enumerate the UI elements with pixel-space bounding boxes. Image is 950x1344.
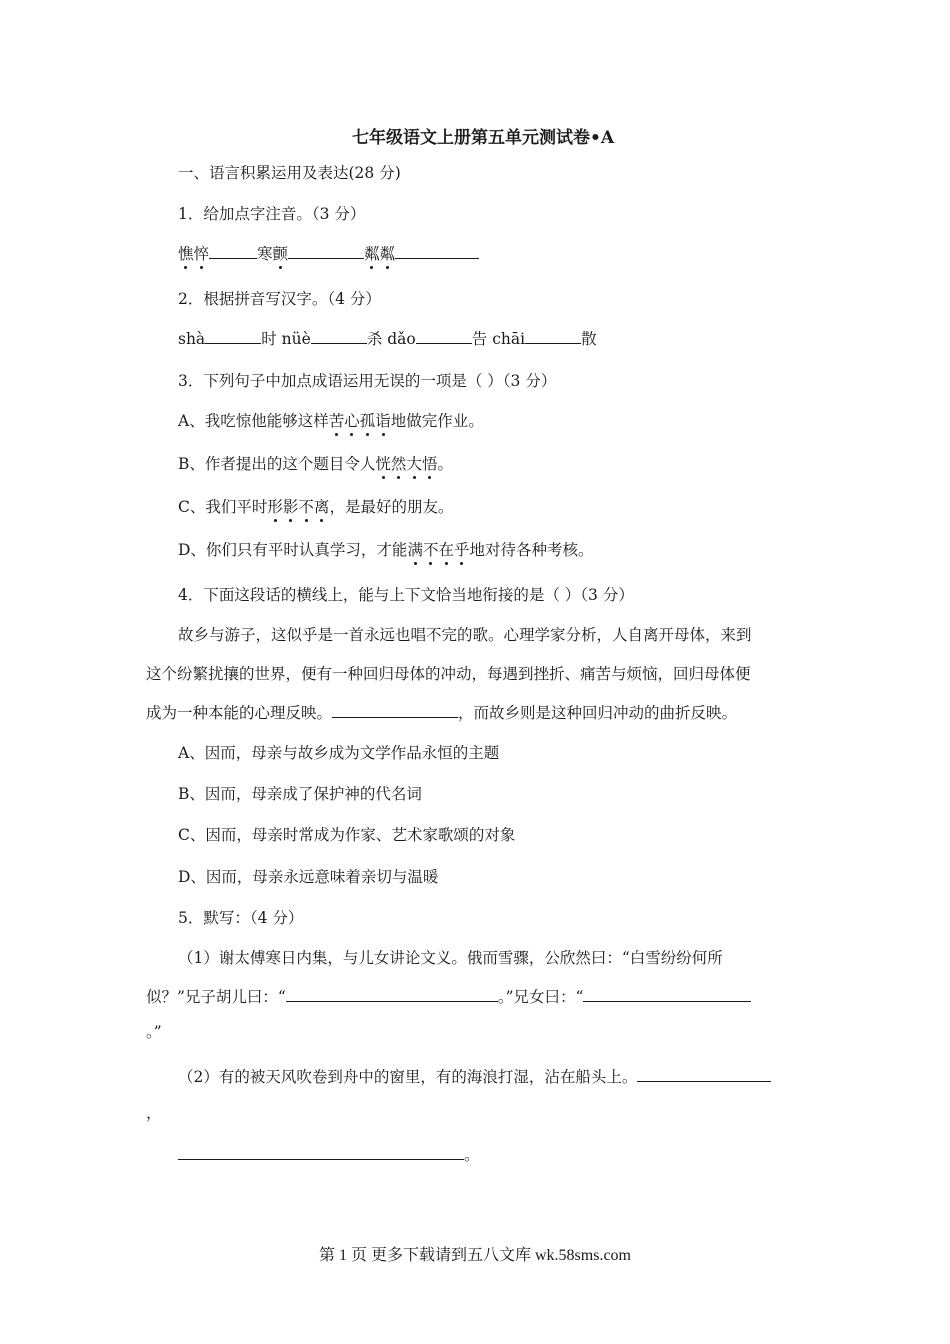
dotted-char: 不 — [422, 541, 439, 559]
dotted-char: 粼 — [379, 245, 396, 263]
pinyin: chāi — [492, 330, 526, 348]
dotted-char: 孤 — [359, 412, 376, 430]
option-a — [178, 411, 484, 431]
hanzi: 杀 — [366, 330, 383, 348]
dotted-char: 憔 — [178, 245, 194, 263]
option-b: B、因而，母亲成了保护神的代名词 — [178, 785, 422, 803]
dotted-char: 心 — [344, 412, 360, 430]
question-2-items — [178, 329, 597, 349]
dotted-char: 离 — [313, 498, 330, 516]
dictation-2-line-1 — [178, 1067, 771, 1087]
passage-line: 故乡与游子，这似乎是一首永远也唱不完的歌。心理学家分析，人自离开母体，来到 — [178, 626, 752, 644]
dotted-char: 不 — [298, 498, 314, 516]
dotted-char: 粼 — [364, 245, 380, 263]
question-1-label: 1．给加点字注音。（3 分） — [178, 205, 366, 223]
dictation-text: 。 — [464, 1146, 480, 1164]
answer-blank[interactable] — [525, 329, 581, 344]
dotted-char: 在 — [438, 541, 454, 559]
dictation-text: 。”兄女曰：“ — [497, 988, 584, 1006]
dotted-char: 然 — [390, 455, 407, 473]
page-title: 七年级语文上册第五单元测试卷•A — [352, 128, 615, 148]
option-b — [178, 454, 453, 474]
option-text: B、作者提出的这个题目令人 — [178, 455, 376, 473]
section-heading: 一、语言积累运用及表达(28 分) — [178, 164, 401, 182]
option-text: D、你们只有平时认真学习，才能 — [178, 541, 408, 559]
pinyin: dǎo — [387, 330, 416, 348]
dotted-char: 悴 — [193, 245, 210, 263]
answer-blank[interactable] — [288, 244, 364, 259]
passage-line — [146, 703, 737, 723]
dotted-char: 乎 — [453, 541, 470, 559]
pinyin: shà — [178, 330, 206, 348]
option-c — [178, 497, 453, 517]
pinyin: nüè — [281, 330, 311, 348]
passage-line: 这个纷繁扰攘的世界，便有一种回归母体的冲动，每遇到挫折、痛苦与烦恼，回归母体便 — [146, 665, 751, 683]
hanzi: 散 — [581, 330, 597, 348]
answer-blank[interactable] — [311, 329, 367, 344]
passage-text: 成为一种本能的心理反映。 — [146, 704, 333, 722]
dictation-1-line-1: （1）谢太傅寒日内集，与儿女讲论文义。俄而雪骤，公欣然曰：“白雪纷纷何所 — [178, 949, 723, 967]
dotted-char: 诣 — [375, 412, 391, 430]
dictation-text: （2）有的被天风吹卷到舟中的窗里，有的海浪打湿，沾在船头上。 — [178, 1068, 638, 1086]
option-d: D、因而，母亲永远意味着亲切与温暖 — [178, 868, 439, 886]
dictation-1-line-2 — [146, 987, 751, 1007]
question-2-label: 2．根据拼音写汉字。（4 分） — [178, 290, 381, 308]
answer-blank[interactable] — [332, 703, 458, 718]
option-a: A、因而，母亲与故乡成为文学作品永恒的主题 — [178, 744, 500, 762]
dictation-2-line-2: ， — [146, 1104, 162, 1122]
option-text: C、我们平时 — [178, 498, 268, 516]
dotted-char: 苦 — [328, 412, 345, 430]
question-1-items — [178, 244, 479, 264]
answer-blank[interactable] — [286, 987, 498, 1002]
answer-blank[interactable] — [178, 1145, 464, 1160]
passage-text: ，而故乡则是这种回归冲动的曲折反映。 — [458, 704, 738, 722]
page-footer: 第 1 页 更多下载请到五八文库 wk.58sms.com — [318, 1247, 631, 1264]
dotted-char: 形 — [267, 498, 283, 516]
answer-blank[interactable] — [395, 244, 479, 259]
dotted-char: 恍 — [375, 455, 391, 473]
option-text: 。 — [437, 455, 453, 473]
dotted-char: 满 — [407, 541, 423, 559]
answer-blank[interactable] — [583, 987, 751, 1002]
question-4-label: 4．下面这段话的横线上，能与上下文恰当地衔接的是（ ）（3 分） — [178, 586, 634, 604]
option-text: A、我吃惊他能够这样 — [178, 412, 329, 430]
answer-blank[interactable] — [637, 1067, 771, 1082]
hanzi: 时 — [261, 330, 277, 348]
dotted-char: 影 — [282, 498, 299, 516]
dictation-text: 似？”兄子胡儿曰：“ — [146, 988, 286, 1006]
option-d — [178, 540, 594, 560]
dotted-char: 颤 — [272, 245, 289, 263]
option-text: 地做完作业。 — [390, 412, 484, 430]
dictation-1-line-3: 。” — [146, 1023, 162, 1041]
answer-blank[interactable] — [416, 329, 472, 344]
question-5-label: 5．默写：（4 分） — [178, 909, 304, 927]
option-text: ，是最好的朋友。 — [329, 498, 454, 516]
dotted-char: 悟 — [421, 455, 438, 473]
hanzi: 告 — [471, 330, 488, 348]
dictation-2-line-3 — [178, 1145, 480, 1165]
answer-blank[interactable] — [205, 329, 261, 344]
option-c: C、因而，母亲时常成为作家、艺术家歌颂的对象 — [178, 826, 516, 844]
dotted-char: 大 — [406, 455, 422, 473]
option-text: 地对待各种考核。 — [469, 541, 594, 559]
question-3-label: 3．下列句子中加点成语运用无误的一项是（ ）（3 分） — [178, 372, 557, 390]
answer-blank[interactable] — [209, 244, 257, 259]
plain-char: 寒 — [257, 245, 273, 263]
